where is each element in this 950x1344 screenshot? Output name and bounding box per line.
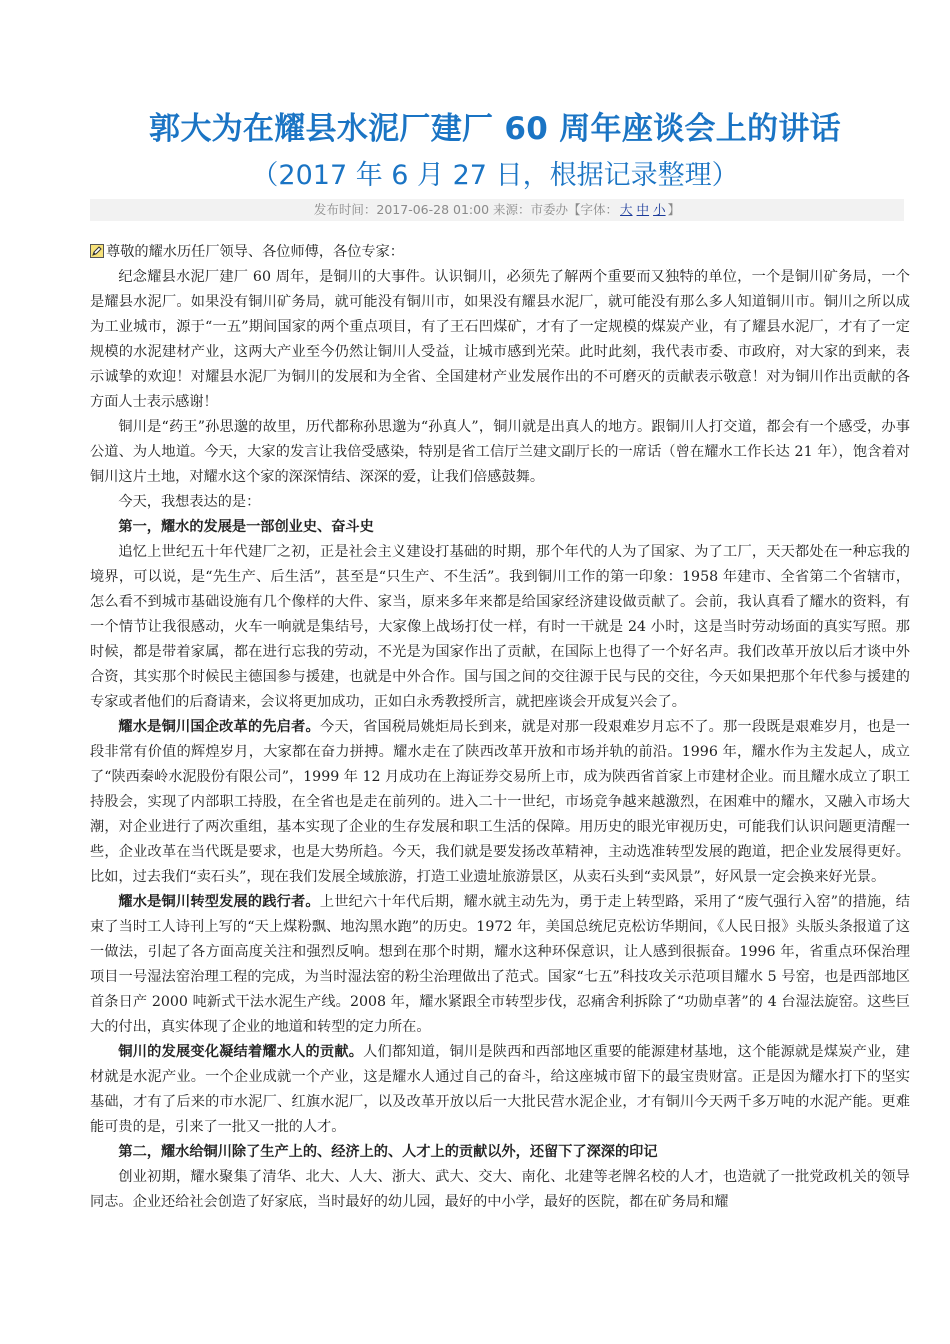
paragraph-text: 人们都知道，铜川是陕西和西部地区重要的能源建材基地，这个能源就是煤炭产业，建材就是水泥产业。一个企业成就一个产业，这是耀水人通过自己的奋斗，给这座城市留下的最宝贵财富。正是因为耀水打下的坚实基础，才有了后来的市水泥厂、红旗水泥厂，以及改革开放以后一大批民营水泥企业，才有铜川今天两千多万吨的水泥产能。更难能可贵的是，引来了一批又一批的人才。 bbox=[90, 1044, 910, 1135]
body-paragraph: 今天，我想表达的是： bbox=[118, 494, 261, 510]
body-paragraph: 铜川是“药王”孙思邈的故里，历代都称孙思邈为“孙真人”，铜川就是出真人的地方。跟铜川人打交道，都会有一个感受，办事公道、为人地道。今天，大家的发言让我倍受感染，特别是省工信厅兰建文副厅长的一席话（曾在耀水工作长达 21 年），饱含着对铜川这片土地，对耀水这个家的深深情结、深深的爱，让我们倍感鼓舞。 bbox=[90, 419, 910, 485]
body-paragraph: 追忆上世纪五十年代建厂之初，正是社会主义建设打基础的时期，那个年代的人为了国家、为了工厂，天天都处在一种忘我的境界，可以说，是“先生产、后生活”，甚至是“只生产、不生活”。我到铜川工作的第一印象：1958 年建市、全省第二个省辖市，怎么看不到城市基础设施有几个像样的大件、家当，原来多年来都是给国家经济建设做贡献了。会前，我认真看了耀水的资料，有一个情节让我很感动，火车一响就是集结号，大家像上战场打仗一样，有时一干就是 24 小时，这是当时劳动场面的真实写照。那时候，都是带着家属，都在进行忘我的劳动，不光是为国家作出了贡献，在国际上也得了一个好名声。我们改革开放以后才谈中外合资，其实那个时候民主德国参与援建，也就是中外合作。国与国之间的交往源于民与民的交往，今天如果把那个年代参与援建的专家或者他们的后裔请来，会议将更加成功，正如白永秀教授所言，就把座谈会开成复兴会了。 bbox=[90, 544, 910, 710]
greeting-paragraph bbox=[90, 240, 910, 265]
greeting-text: 尊敬的耀水历任厂领导、各位师傅，各位专家： bbox=[106, 244, 404, 260]
body-paragraph: 纪念耀县水泥厂建厂 60 周年，是铜川的大事件。认识铜川，必须先了解两个重要而又独特的单位，一个是铜川矿务局，一个是耀县水泥厂。如果没有铜川矿务局，就可能没有铜川市，如果没有耀县水泥厂，就可能没有那么多人知道铜川市。铜川之所以成为工业城市，源于“一五”期间国家的两个重点项目，有了王石凹煤矿，才有了一定规模的煤炭产业，有了耀县水泥厂，才有了一定规模的水泥建材产业，这两大产业至今仍然让铜川人受益，让城市感到光荣。此时此刻，我代表市委、市政府，对大家的到来，表示诚挚的欢迎！对耀县水泥厂为铜川的发展和为全省、全国建材产业发展作出的不可磨灭的贡献表示敬意！对为铜川作出贡献的各方面人士表示感谢！ bbox=[90, 269, 910, 410]
body-paragraph bbox=[90, 715, 910, 890]
edit-note-icon bbox=[90, 244, 104, 258]
paragraph-text: 今天，省国税局姚炬局长到来，就是对那一段艰难岁月忘不了。那一段既是艰难岁月，也是一段非常有价值的辉煌岁月，大家都在奋力拼搏。耀水走在了陕西改革开放和市场并轨的前沿。1996 年，耀水作为主发起人，成立了“陕西秦岭水泥股份有限公司”，1999 年 12 月成功在上海证券交易所上市，成为陕西省首家上市建材企业。而且耀水成立了职工持股会，实现了内部职工持股，在全省也是走在前列的。进入二十一世纪，市场竞争越来越激烈，在困难中的耀水，又融入市场大潮，对企业进行了两次重组，基本实现了企业的生存发展和职工生活的保障。用历史的眼光审视历史，可能我们认识问题更清醒一些，企业改革在当代既是要求，也是大势所趋。今天，我们就是要发扬改革精神，主动选准转型发展的跑道，把企业发展得更好。比如，过去我们“卖石头”，现在我们发展全域旅游，打造工业遗址旅游景区，从卖石头到“卖风景”，好风景一定会换来好光景。 bbox=[90, 719, 910, 885]
section-heading bbox=[90, 515, 910, 540]
body-paragraph: 创业初期，耀水聚集了清华、北大、人大、浙大、武大、交大、南化、北建等老牌名校的人才，也造就了一批党政机关的领导同志。企业还给社会创造了好家底，当时最好的幼儿园，最好的中小学，最好的医院，都在矿务局和耀 bbox=[90, 1169, 910, 1210]
section-heading-text: 第二，耀水给铜川除了生产上的、经济上的、人才上的贡献以外，还留下了深深的印记 bbox=[118, 1144, 658, 1160]
body-paragraph bbox=[90, 890, 910, 1040]
section-heading-text: 第一，耀水的发展是一部创业史、奋斗史 bbox=[118, 519, 374, 535]
paragraph-lead: 铜川的发展变化凝结着耀水人的贡献。 bbox=[118, 1044, 364, 1060]
article-title: 郭大为在耀县水泥厂建厂 60 周年座谈会上的讲话 bbox=[149, 111, 841, 147]
paragraph-text: 上世纪六十年代后期，耀水就主动先为，勇于走上转型路，采用了“废气强行入窑”的措施，结束了当时工人诗刊上写的“天上煤粉飘、地沟黑水跑”的历史。1972 年，美国总统尼克松访华期间，《人民日报》头版头条报道了这一做法，引起了各方面高度关注和强烈反响。想到在那个时期，耀水这种环保意识，让人感到很振奋。1996 年，省重点环保治理项目一号湿法窑治理工程的完成，为当时湿法窑的粉尘治理做出了范式。国家“七五”科技攻关示范项目耀水 5 号窑，也是西部地区首条日产 2000 吨新式干法水泥生产线。2008 年，耀水紧跟全市转型步伐，忍痛舍利拆除了“功勋卓著”的 4 台湿法旋窑。这些巨大的付出，真实体现了企业的地道和转型的定力所在。 bbox=[90, 894, 910, 1035]
font-size-medium-link[interactable]: 中 bbox=[636, 202, 650, 217]
article-meta-bar bbox=[90, 199, 904, 221]
meta-info: 发布时间：2017-06-28 01:00 来源：市委办【字体： bbox=[313, 202, 619, 217]
font-size-small-link[interactable]: 小 bbox=[653, 202, 666, 217]
font-size-large-link[interactable]: 大 bbox=[620, 202, 633, 217]
paragraph-lead: 耀水是铜川国企改革的先启者。 bbox=[118, 719, 320, 735]
meta-suffix: 】 bbox=[667, 202, 681, 217]
article-body bbox=[90, 240, 910, 1215]
section-heading bbox=[90, 1140, 910, 1165]
article-subtitle: （2017 年 6 月 27 日，根据记录整理） bbox=[251, 160, 739, 191]
body-paragraph bbox=[90, 1040, 910, 1140]
paragraph-lead: 耀水是铜川转型发展的践行者。 bbox=[118, 894, 320, 910]
